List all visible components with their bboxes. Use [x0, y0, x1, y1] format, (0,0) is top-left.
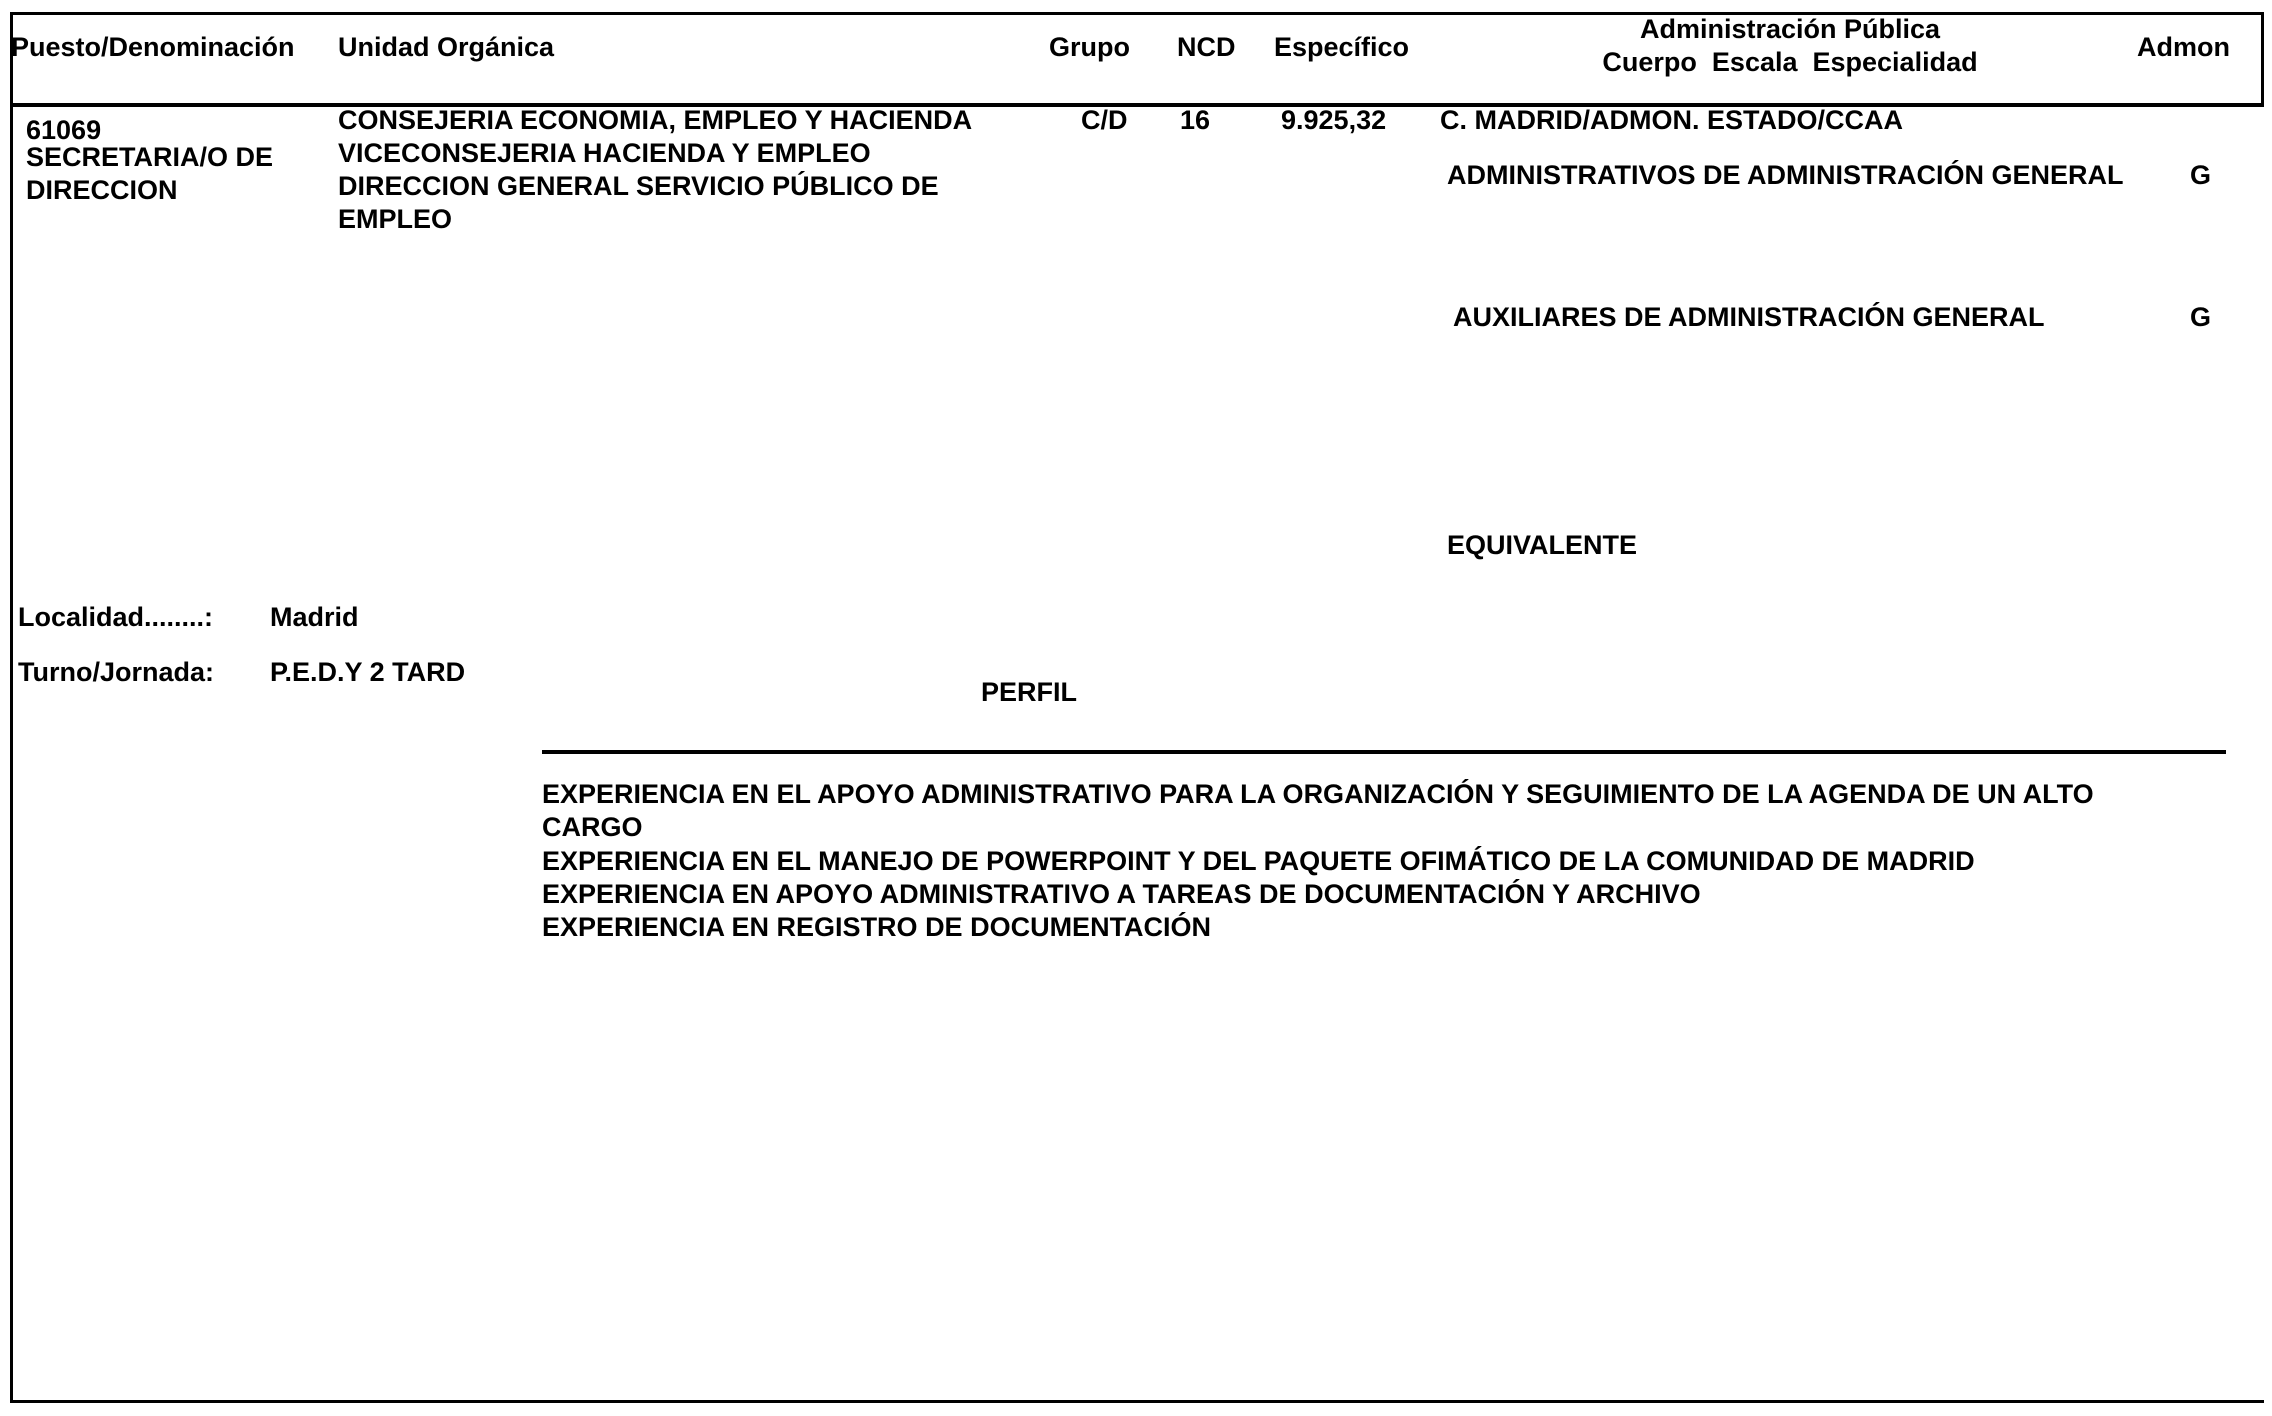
header-especifico: Específico	[1274, 32, 1410, 62]
turno-label: Turno/Jornada:	[18, 657, 215, 687]
perfil-label: PERFIL	[981, 677, 1078, 707]
header-ncd: NCD	[1177, 32, 1236, 62]
header-admin-publica: Administración Pública	[1639, 14, 1941, 44]
frame-left-border	[10, 12, 13, 1403]
header-unidad: Unidad Orgánica	[338, 32, 555, 62]
record-grupo: C/D	[1081, 105, 1128, 135]
record-especifico: 9.925,32	[1281, 105, 1387, 135]
turno-value: P.E.D.Y 2 TARD	[270, 657, 466, 687]
header-cuerpo-escala: Cuerpo Escala Especialidad	[1602, 47, 1978, 77]
record-unidad-line: DIRECCION GENERAL SERVICIO PÚBLICO DE	[338, 171, 939, 201]
perfil-line: EXPERIENCIA EN APOYO ADMINISTRATIVO A TAREAS DE DOCUMENTACIÓN Y ARCHIVO	[542, 879, 1701, 909]
record-cuerpo-nombre: ADMINISTRATIVOS DE ADMINISTRACIÓN GENERAL	[1447, 160, 2124, 190]
perfil-divider	[542, 750, 2226, 754]
record-administracion: C. MADRID/ADMON. ESTADO/CCAA	[1440, 105, 1903, 135]
header-puesto: Puesto/Denominación	[11, 32, 295, 62]
perfil-line: EXPERIENCIA EN EL MANEJO DE POWERPOINT Y DEL PAQUETE OFIMÁTICO DE LA COMUNIDAD DE MADRID	[542, 846, 1975, 876]
localidad-value: Madrid	[270, 602, 359, 632]
record-denominacion-line: SECRETARIA/O DE	[26, 142, 274, 172]
perfil-line: CARGO	[542, 812, 643, 842]
record-cuerpo-nombre: AUXILIARES DE ADMINISTRACIÓN GENERAL	[1453, 302, 2045, 332]
header-grupo: Grupo	[1049, 32, 1130, 62]
frame-right-border	[2261, 12, 2264, 106]
perfil-line: EXPERIENCIA EN EL APOYO ADMINISTRATIVO PARA LA ORGANIZACIÓN Y SEGUIMIENTO DE LA AGENDA DE UN ALTO	[542, 779, 2094, 809]
record-ncd: 16	[1180, 105, 1211, 135]
record-unidad-line: CONSEJERIA ECONOMIA, EMPLEO Y HACIENDA	[338, 105, 973, 135]
frame-bottom-border	[10, 1400, 2264, 1403]
localidad-label: Localidad........:	[18, 602, 214, 632]
record-unidad-line: VICECONSEJERIA HACIENDA Y EMPLEO	[338, 138, 871, 168]
perfil-line: EXPERIENCIA EN REGISTRO DE DOCUMENTACIÓN	[542, 912, 1212, 942]
record-equivalente: EQUIVALENTE	[1447, 530, 1638, 560]
record-unidad-line: EMPLEO	[338, 204, 453, 234]
record-codigo: 61069	[26, 115, 102, 145]
record-cuerpo-admon: G	[2190, 302, 2212, 332]
record-cuerpo-admon: G	[2190, 160, 2212, 190]
header-admon: Admon	[2137, 32, 2230, 62]
record-denominacion-line: DIRECCION	[26, 175, 178, 205]
